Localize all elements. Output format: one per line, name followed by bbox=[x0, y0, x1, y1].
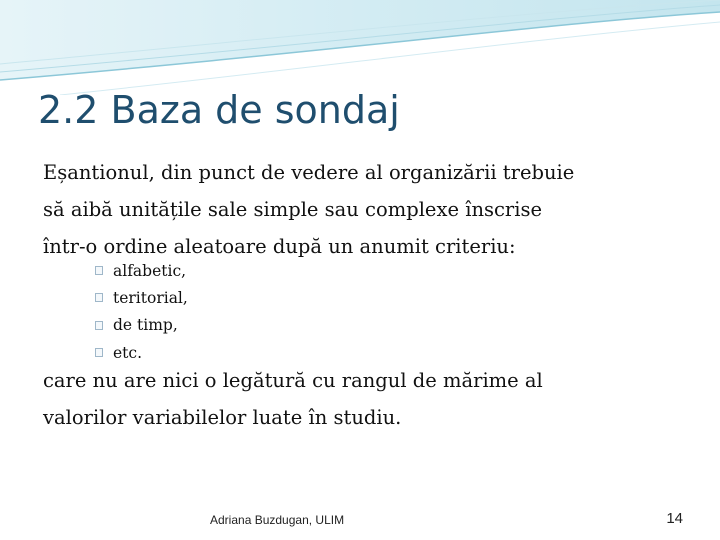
intro-line: într-o ordine aleatoare după un anumit criteriu: bbox=[43, 235, 516, 258]
bullet-square-icon bbox=[95, 321, 103, 330]
list-item-text: de timp, bbox=[113, 316, 178, 335]
list-item-text: alfabetic, bbox=[113, 261, 187, 280]
slide-title: 2.2 Baza de sondaj bbox=[38, 88, 400, 132]
criteria-list bbox=[95, 257, 188, 366]
list-item bbox=[95, 284, 188, 311]
header-banner-decoration bbox=[0, 0, 720, 95]
conclusion-paragraph bbox=[43, 362, 683, 436]
list-item-text: teritorial, bbox=[113, 288, 188, 307]
bullet-square-icon bbox=[95, 266, 103, 275]
list-item bbox=[95, 257, 188, 284]
footer-author: Adriana Buzdugan, ULIM bbox=[210, 513, 345, 527]
intro-line: să aibă unitățile sale simple sau complexe înscrise bbox=[43, 198, 543, 221]
list-item bbox=[95, 312, 188, 339]
list-item-text: etc. bbox=[113, 343, 143, 362]
bullet-square-icon bbox=[95, 293, 103, 302]
conclusion-line: valorilor variabilelor luate în studiu. bbox=[43, 406, 402, 429]
conclusion-line: care nu are nici o legătură cu rangul de mărime al bbox=[43, 369, 543, 392]
page-number: 14 bbox=[666, 510, 683, 527]
intro-line: Eșantionul, din punct de vedere al organizării trebuie bbox=[43, 161, 575, 184]
intro-paragraph bbox=[43, 154, 683, 265]
bullet-square-icon bbox=[95, 348, 103, 357]
